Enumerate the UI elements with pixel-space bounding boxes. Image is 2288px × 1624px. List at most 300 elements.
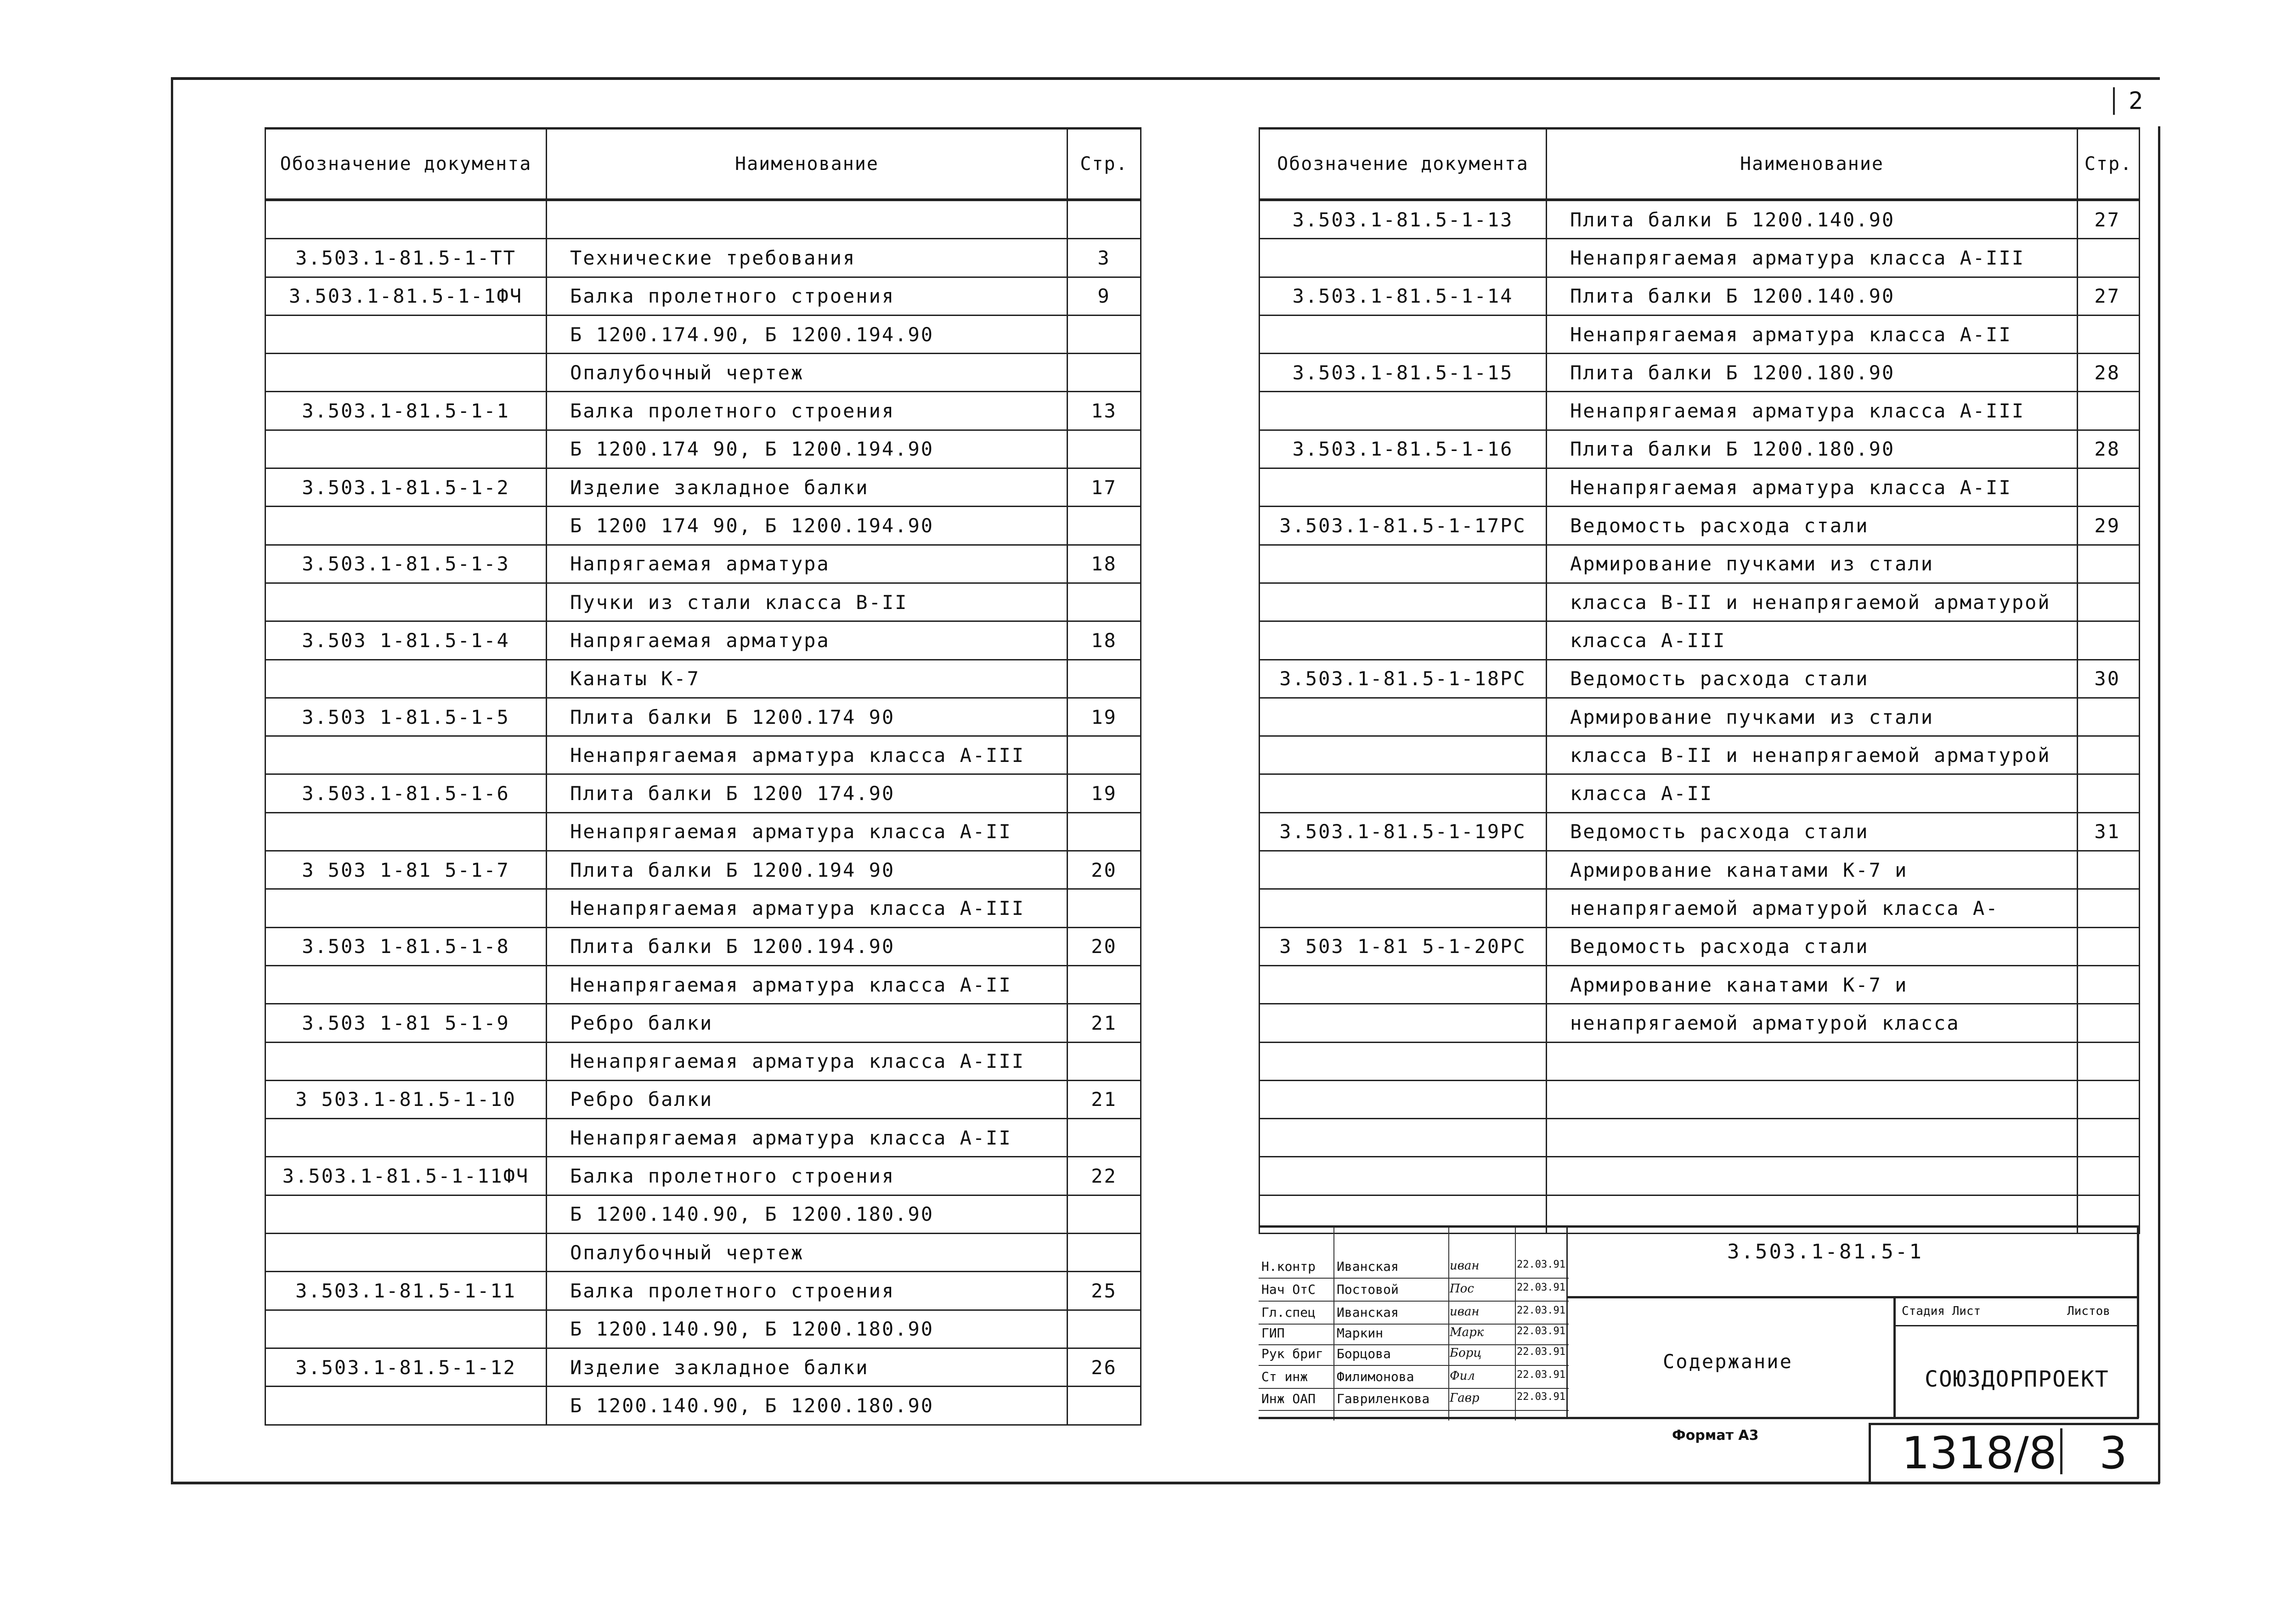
document-name-cell: класса А-III — [1547, 621, 2078, 660]
table-row — [266, 1272, 1141, 1310]
page-number-cell — [1068, 965, 1141, 1004]
table-row — [266, 812, 1141, 851]
document-name-cell: Ненапрягаемая арматура класса А-II — [547, 1119, 1068, 1157]
document-name-cell: класса В-II и ненапрягаемой арматурой — [1547, 583, 2078, 621]
signature-name: Постовой — [1337, 1282, 1399, 1297]
signature-mark: иван — [1450, 1305, 1480, 1319]
table-row — [1260, 927, 2140, 965]
table-row — [1260, 1157, 2140, 1195]
document-code-cell — [266, 812, 547, 851]
frame-left-border — [171, 77, 173, 1483]
document-code-cell — [266, 200, 547, 239]
document-name-cell: Ненапрягаемая арматура класса А-II — [547, 812, 1068, 851]
document-name-cell: Балка пролетного строения — [547, 277, 1068, 315]
table-row — [266, 660, 1141, 698]
header-page: Стр. — [2078, 129, 2140, 200]
page-number-cell: 22 — [1068, 1157, 1141, 1195]
document-code-cell: 3 503 1-81 5-1-7 — [266, 851, 547, 889]
document-name-cell: Балка пролетного строения — [547, 392, 1068, 430]
document-name-cell: Ведомость расхода стали — [1547, 812, 2078, 851]
document-name-cell: Б 1200.140.90, Б 1200.180.90 — [547, 1387, 1068, 1425]
table-row — [266, 1004, 1141, 1042]
page-number-cell — [2078, 239, 2140, 277]
document-code-cell: 3.503.1-81.5-1-17РС — [1260, 507, 1547, 545]
table-row — [1260, 1080, 2140, 1118]
document-name-cell: Опалубочный чертеж — [547, 354, 1068, 392]
page-number-cell: 20 — [1068, 927, 1141, 965]
document-name-cell — [1547, 1157, 2078, 1195]
page-number-cell: 13 — [1068, 392, 1141, 430]
contents-table-left — [265, 127, 1141, 1426]
page-number-cell — [1068, 1234, 1141, 1272]
document-name-cell: Плита балки Б 1200.180.90 — [1547, 430, 2078, 468]
signature-name: Маркин — [1337, 1325, 1384, 1341]
right-table-body — [1260, 200, 2140, 1234]
header-page: Стр. — [1068, 129, 1141, 200]
table-row — [1260, 1042, 2140, 1080]
header-name: Наименование — [1547, 129, 2078, 200]
signature-grid-line — [1515, 1228, 1516, 1421]
page-number-cell — [2078, 1080, 2140, 1118]
document-name-cell: Б 1200.174 90, Б 1200.194.90 — [547, 430, 1068, 468]
page-number-cell: 19 — [1068, 774, 1141, 812]
document-code-cell: 3.503.1-81.5-1-ТТ — [266, 239, 547, 277]
table-row — [1260, 277, 2140, 315]
document-code-cell: 3.503.1-81.5-1-15 — [1260, 354, 1547, 392]
table-row — [266, 354, 1141, 392]
table-row — [1260, 774, 2140, 812]
document-code-cell — [266, 1119, 547, 1157]
document-name-cell — [1547, 1080, 2078, 1118]
table-row — [1260, 507, 2140, 545]
page-number-cell: 25 — [1068, 1272, 1141, 1310]
document-name-cell: Канаты К-7 — [547, 660, 1068, 698]
document-code-cell — [1260, 1119, 1547, 1157]
page-number-cell — [1068, 1195, 1141, 1233]
document-name-cell: Изделие закладное балки — [547, 468, 1068, 507]
table-row — [266, 851, 1141, 889]
page-number-cell — [2078, 392, 2140, 430]
document-name-cell: Ребро балки — [547, 1080, 1068, 1118]
signature-name: Гавриленкова — [1337, 1391, 1430, 1406]
signature-mark: Пос — [1450, 1282, 1474, 1296]
page-number-cell: 27 — [2078, 277, 2140, 315]
table-row — [266, 621, 1141, 660]
document-name-cell: Опалубочный чертеж — [547, 1234, 1068, 1272]
signature-role: Ст инж — [1261, 1369, 1308, 1384]
signature-row — [1259, 1387, 1569, 1411]
document-name-cell: Ненапрягаемая арматура класса А-II — [1547, 315, 2078, 353]
table-row — [266, 1348, 1141, 1386]
table-row — [266, 545, 1141, 583]
document-code-cell — [1260, 621, 1547, 660]
table-row — [1260, 621, 2140, 660]
table-row — [1260, 430, 2140, 468]
table-row — [1260, 392, 2140, 430]
document-code-cell — [1260, 239, 1547, 277]
page-number-cell: 18 — [1068, 545, 1141, 583]
page-number: 3 — [2099, 1427, 2128, 1479]
document-name-cell: Ненапрягаемая арматура класса А-III — [1547, 392, 2078, 430]
document-code-cell: 3 503.1-81.5-1-10 — [266, 1080, 547, 1118]
document-name-cell: Б 1200.140.90, Б 1200.180.90 — [547, 1195, 1068, 1233]
sheets-label: Листов — [2067, 1304, 2110, 1318]
table-row — [1260, 1119, 2140, 1157]
document-name-cell: Ведомость расхода стали — [1547, 507, 2078, 545]
document-code-cell: 3.503.1-81.5-1-16 — [1260, 430, 1547, 468]
document-code-cell — [266, 430, 547, 468]
page-number-cell: 28 — [2078, 430, 2140, 468]
document-name-cell — [1547, 1119, 2078, 1157]
table-row — [266, 927, 1141, 965]
document-code-cell — [1260, 736, 1547, 774]
signature-grid-line — [1448, 1228, 1449, 1421]
document-code-cell: 3.503.1-81.5-1-12 — [266, 1348, 547, 1386]
table-row — [266, 583, 1141, 621]
document-name-cell: Армирование канатами К-7 и — [1547, 965, 2078, 1004]
document-code-cell — [1260, 851, 1547, 889]
document-code-cell: 3.503.1-81.5-1-19РС — [1260, 812, 1547, 851]
document-code-cell: 3.503.1-81.5-1-3 — [266, 545, 547, 583]
page-number-cell — [1068, 1387, 1141, 1425]
document-name-cell: Ненапрягаемая арматура класса А-II — [1547, 468, 2078, 507]
signature-date: 22.03.91 — [1517, 1259, 1565, 1270]
frame-bottom-border — [171, 1482, 2160, 1484]
document-code-cell: 3.503.1-81.5-1-11ФЧ — [266, 1157, 547, 1195]
document-name-cell: Плита балки Б 1200.140.90 — [1547, 277, 2078, 315]
signature-row — [1259, 1342, 1569, 1366]
page-number-cell — [1068, 507, 1141, 545]
title-block-right-line — [2137, 1225, 2139, 1418]
document-code-cell: 3.503.1-81.5-1-1ФЧ — [266, 277, 547, 315]
page-number-cell — [2078, 621, 2140, 660]
document-name-cell: Ненапрягаемая арматура класса А-III — [547, 889, 1068, 927]
table-row — [1260, 1004, 2140, 1042]
signature-row — [1259, 1365, 1569, 1389]
document-code-cell — [266, 1042, 547, 1080]
document-name-cell: Ребро балки — [547, 1004, 1068, 1042]
stamp-divider — [2060, 1428, 2062, 1474]
document-name-cell: Б 1200 174 90, Б 1200.194.90 — [547, 507, 1068, 545]
page-number-cell — [1068, 736, 1141, 774]
document-code-cell: 3.503 1-81 5-1-9 — [266, 1004, 547, 1042]
page-number-cell — [2078, 545, 2140, 583]
document-name-cell: Армирование пучками из стали — [1547, 698, 2078, 736]
signature-grid-line — [1333, 1228, 1334, 1421]
page-number-cell — [1068, 889, 1141, 927]
page-number-cell: 27 — [2078, 200, 2140, 239]
page-number-cell: 19 — [1068, 698, 1141, 736]
table-row — [1260, 315, 2140, 353]
document-code-cell: 3.503.1-81.5-1-13 — [1260, 200, 1547, 239]
page-number-cell — [2078, 889, 2140, 927]
signature-role: Н.контр — [1261, 1259, 1316, 1274]
document-code-cell: 3.503.1-81.5-1-2 — [266, 468, 547, 507]
signature-mark: Марк — [1450, 1325, 1484, 1339]
document-code-cell — [1260, 698, 1547, 736]
title-block-stage-line — [1893, 1325, 2139, 1326]
document-code-cell: 3.503 1-81.5-1-4 — [266, 621, 547, 660]
page-number-cell — [1068, 1310, 1141, 1348]
document-code-cell: 3.503.1-81.5-1-14 — [1260, 277, 1547, 315]
table-row — [266, 1310, 1141, 1348]
document-name-cell: Балка пролетного строения — [547, 1157, 1068, 1195]
document-name-cell: Ненапрягаемая арматура класса А-III — [547, 736, 1068, 774]
document-code-cell: 3.503.1-81.5-1-11 — [266, 1272, 547, 1310]
document-name-cell: Ведомость расхода стали — [1547, 927, 2078, 965]
table-row — [266, 468, 1141, 507]
document-code-cell: 3.503.1-81.5-1-18РС — [1260, 660, 1547, 698]
page-number-cell: 31 — [2078, 812, 2140, 851]
document-code-cell — [1260, 583, 1547, 621]
document-name-cell: Плита балки Б 1200.180.90 — [1547, 354, 2078, 392]
table-row — [266, 315, 1141, 353]
document-code-cell — [1260, 1004, 1547, 1042]
signature-mark: Гавр — [1450, 1391, 1480, 1405]
document-code-cell — [266, 1310, 547, 1348]
page-number-cell: 26 — [1068, 1348, 1141, 1386]
table-row — [1260, 239, 2140, 277]
document-name-cell: Б 1200.174.90, Б 1200.194.90 — [547, 315, 1068, 353]
table-row — [266, 1080, 1141, 1118]
sheet-label: Лист — [1952, 1304, 1981, 1318]
signature-mark: Фил — [1450, 1369, 1475, 1383]
header-designation: Обозначение документа — [1260, 129, 1547, 200]
frame-top-border — [171, 77, 2160, 80]
document-code-cell — [266, 660, 547, 698]
signature-role: Инж ОАП — [1261, 1391, 1316, 1406]
table-row — [266, 736, 1141, 774]
page-number-cell — [1068, 430, 1141, 468]
page-number-cell: 9 — [1068, 277, 1141, 315]
signature-row — [1259, 1255, 1569, 1279]
page-number-cell — [1068, 660, 1141, 698]
page-number-cell: 30 — [2078, 660, 2140, 698]
document-code-cell — [1260, 1080, 1547, 1118]
document-name-cell: Плита балки Б 1200.194 90 — [547, 851, 1068, 889]
document-code-cell: 3.503.1-81.5-1-6 — [266, 774, 547, 812]
document-name-cell: Ведомость расхода стали — [1547, 660, 2078, 698]
page-number-cell: 18 — [1068, 621, 1141, 660]
document-code-cell — [266, 1234, 547, 1272]
document-code-cell — [266, 889, 547, 927]
table-row — [266, 1387, 1141, 1425]
signature-date: 22.03.91 — [1517, 1391, 1565, 1403]
document-name-cell: Армирование канатами К-7 и — [1547, 851, 2078, 889]
table-row — [266, 430, 1141, 468]
title-block-stage-divider — [1893, 1296, 1896, 1418]
page-number-cell: 20 — [1068, 851, 1141, 889]
table-row — [266, 1195, 1141, 1233]
document-code-cell — [1260, 468, 1547, 507]
document-name-cell: Б 1200.140.90, Б 1200.180.90 — [547, 1310, 1068, 1348]
page-number-cell: 21 — [1068, 1080, 1141, 1118]
document-code-cell — [1260, 1157, 1547, 1195]
document-name-cell: Плита балки Б 1200.194.90 — [547, 927, 1068, 965]
signature-date: 22.03.91 — [1517, 1369, 1565, 1381]
document-name-cell: Пучки из стали класса В-II — [547, 583, 1068, 621]
page-number-cell: 21 — [1068, 1004, 1141, 1042]
title-block-top-line — [1566, 1225, 2139, 1228]
table-header-row — [1260, 129, 2140, 200]
signature-date: 22.03.91 — [1517, 1346, 1565, 1358]
page-number-cell — [2078, 1042, 2140, 1080]
sheet-top-number: 2 — [2129, 87, 2143, 115]
document-code-cell — [1260, 774, 1547, 812]
sheet-number-tab — [2113, 87, 2160, 115]
document-code-cell — [266, 507, 547, 545]
table-row — [266, 1119, 1141, 1157]
document-title: Содержание — [1663, 1350, 1793, 1373]
signature-date: 22.03.91 — [1517, 1325, 1565, 1337]
title-block-divider — [1566, 1225, 1568, 1418]
signature-role: ГИП — [1261, 1325, 1285, 1341]
signature-row — [1259, 1301, 1569, 1325]
document-name-cell: Изделие закладное балки — [547, 1348, 1068, 1386]
document-code-cell — [266, 354, 547, 392]
signature-mark: Борц — [1450, 1346, 1482, 1360]
left-table-body — [266, 200, 1141, 1425]
table-row — [1260, 812, 2140, 851]
page-number-cell — [1068, 583, 1141, 621]
page-number-cell — [1068, 812, 1141, 851]
table-row — [266, 392, 1141, 430]
page-number-cell — [2078, 1004, 2140, 1042]
frame-right-border — [2158, 126, 2160, 1483]
table-row — [1260, 698, 2140, 736]
document-code-cell — [266, 315, 547, 353]
signature-role: Рук бриг — [1261, 1346, 1323, 1361]
document-code-cell — [1260, 1042, 1547, 1080]
table-row — [266, 1157, 1141, 1195]
page-number-cell — [2078, 927, 2140, 965]
document-name-cell: Напрягаемая арматура — [547, 545, 1068, 583]
page-number-cell — [2078, 468, 2140, 507]
document-code-cell — [266, 1195, 547, 1233]
document-code-cell: 3.503 1-81.5-1-8 — [266, 927, 547, 965]
archive-number: 1318/8 — [1902, 1427, 2057, 1479]
document-name-cell: Ненапрягаемая арматура класса А-III — [547, 1042, 1068, 1080]
page-number-cell — [2078, 1119, 2140, 1157]
page-number-cell: 17 — [1068, 468, 1141, 507]
page-number-cell — [2078, 1157, 2140, 1195]
table-row — [1260, 468, 2140, 507]
signature-date: 22.03.91 — [1517, 1305, 1565, 1316]
document-name-cell — [547, 200, 1068, 239]
document-name-cell: Плита балки Б 1200.140.90 — [1547, 200, 2078, 239]
page-number-cell — [1068, 354, 1141, 392]
document-name-cell: Ненапрягаемая арматура класса А-III — [1547, 239, 2078, 277]
contents-table-right — [1259, 127, 2140, 1234]
table-row — [266, 1042, 1141, 1080]
table-row — [1260, 889, 2140, 927]
format-label: Формат А3 — [1672, 1427, 1759, 1444]
page-number-cell — [1068, 1042, 1141, 1080]
document-code-cell — [266, 736, 547, 774]
table-row — [1260, 965, 2140, 1004]
table-row — [1260, 354, 2140, 392]
document-name-cell: Напрягаемая арматура — [547, 621, 1068, 660]
document-name-cell: ненапрягаемой арматурой класса А- — [1547, 889, 2078, 927]
page-number-cell — [2078, 1195, 2140, 1233]
title-block-bottom-line — [1259, 1417, 2139, 1419]
stage-label: Стадия — [1902, 1304, 1945, 1318]
table-row — [266, 239, 1141, 277]
document-code-cell: 3.503.1-81.5-1-1 — [266, 392, 547, 430]
signature-role: Нач ОтС — [1261, 1282, 1316, 1297]
title-block-mid-line — [1566, 1296, 2139, 1298]
document-code-cell — [1260, 889, 1547, 927]
document-code-cell — [266, 1387, 547, 1425]
document-name-cell: Плита балки Б 1200.174 90 — [547, 698, 1068, 736]
page-number-cell — [1068, 315, 1141, 353]
document-name-cell: Плита балки Б 1200 174.90 — [547, 774, 1068, 812]
document-name-cell — [1547, 1042, 2078, 1080]
table-row — [266, 277, 1141, 315]
table-header-row — [266, 129, 1141, 200]
page-number-cell — [2078, 965, 2140, 1004]
document-code-cell — [1260, 392, 1547, 430]
page-number-cell — [2078, 736, 2140, 774]
table-row — [266, 965, 1141, 1004]
signature-name: Иванская — [1337, 1259, 1399, 1274]
signature-row — [1259, 1278, 1569, 1302]
table-row — [266, 1234, 1141, 1272]
signature-grid — [1259, 1225, 1569, 1421]
document-name-cell: Технические требования — [547, 239, 1068, 277]
page-number-cell — [2078, 698, 2140, 736]
table-row — [1260, 660, 2140, 698]
document-name-cell — [1547, 1195, 2078, 1233]
signature-name: Филимонова — [1337, 1369, 1414, 1384]
stage-sheet-labels — [1902, 1304, 1981, 1318]
organization-name: СОЮЗДОРПРОЕКТ — [1925, 1366, 2109, 1392]
document-name-cell: Армирование пучками из стали — [1547, 545, 2078, 583]
table-row — [266, 889, 1141, 927]
page-number-cell — [2078, 583, 2140, 621]
page-number-cell — [2078, 315, 2140, 353]
document-code: 3.503.1-81.5-1 — [1727, 1240, 1923, 1263]
signature-mark: иван — [1450, 1259, 1480, 1273]
document-name-cell: Ненапрягаемая арматура класса А-II — [547, 965, 1068, 1004]
document-code-cell — [1260, 315, 1547, 353]
document-code-cell — [1260, 965, 1547, 1004]
page-number-cell: 3 — [1068, 239, 1141, 277]
document-name-cell: класса В-II и ненапрягаемой арматурой — [1547, 736, 2078, 774]
signature-name: Борцова — [1337, 1346, 1391, 1361]
signature-date: 22.03.91 — [1517, 1282, 1565, 1293]
table-row — [1260, 851, 2140, 889]
page-number-cell: 29 — [2078, 507, 2140, 545]
table-row — [266, 698, 1141, 736]
header-name: Наименование — [547, 129, 1068, 200]
table-row — [1260, 583, 2140, 621]
page-number-cell — [2078, 851, 2140, 889]
page-number-cell — [1068, 1119, 1141, 1157]
document-code-cell: 3.503 1-81.5-1-5 — [266, 698, 547, 736]
document-name-cell: Балка пролетного строения — [547, 1272, 1068, 1310]
document-name-cell: класса А-II — [1547, 774, 2078, 812]
table-row — [1260, 200, 2140, 239]
document-code-cell — [266, 965, 547, 1004]
page-number-cell — [2078, 774, 2140, 812]
table-row — [266, 200, 1141, 239]
document-name-cell: ненапрягаемой арматурой класса — [1547, 1004, 2078, 1042]
signature-role: Гл.спец — [1261, 1305, 1316, 1320]
signature-name: Иванская — [1337, 1305, 1399, 1320]
table-row — [266, 507, 1141, 545]
page-number-cell — [1068, 200, 1141, 239]
